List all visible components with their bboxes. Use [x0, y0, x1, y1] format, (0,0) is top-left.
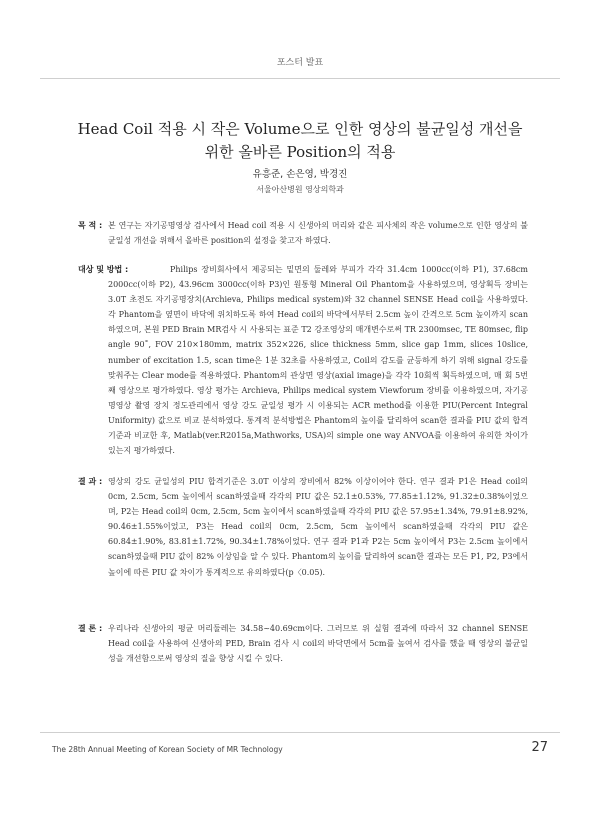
affiliation: 서울아산병원 영상의학과 [256, 185, 344, 194]
purpose-label: 목 적 : [78, 221, 103, 230]
title-line-1: Head Coil 적용 시 작은 Volume으로 인한 영상의 불균일성 개선을 [77, 120, 523, 138]
methods-text: Philips 장비회사에서 제공되는 밑면의 둘레와 부피가 각각 31.4cm 1000cc(이하 P1), 37.68cm 2000cc(이하 P2), 43.96cm 3000cc(이하 P3)인 원통형 Mineral Oil Phantom을 사용하였으며, 영상획득 장비는 3.0T 초전도 자기공명장치(Archieva, Philips medical system)와 32 channel SENSE Head coil을 사용하였다. 각 Phantom을 옆면이 바닥에 위치하도록 하여 Head coil의 바닥에서부터 2.5cm 높이 간격으로 5cm 높이까지 scan하였으며, 본원 PED Brain MR검사 시 사용되는 표준 T2 강조영상의 매개변수로써 TR 2300msec, TE 80msec, flip angle 90˚, FOV 210×180mm, matrix 352×226, slice thickness 5mm, slice gap 1mm, slices 10slice, number of excitation 1.5, scan time은 1분 32초를 사용하였고, Coil의 감도를 균등하게 하기 위해 signal 강도를 맞춰주는 Clear mode를 적용하였다. Phantom의 관상면 영상(axial image)을 각각 10회씩 획득하였으며, 매 회 5번째 영상으로 평가하였다. 영상 평가는 Archieva, Philips medical system Viewforum 장비를 이용하였으며, 자기공명영상 촬영 장치 정도관리에서 영상 강도 균일성 평가 시 이용되는 ACR method를 이용한 PIU(Percent Integral Uniformity) 값으로 비교 분석하였다. 통계적 분석방법은 Phantom의 높이를 달리하여 scan한 결과를 PIU 값의 합격 기준과 비교한 후, Matlab(ver.R2015a,Mathworks, USA)의 simple one way ANVOA를 이용하여 유의한 차이가 있는지 평가하였다. [108, 265, 528, 456]
title-line-2: 위한 올바른 Position의 적용 [204, 143, 396, 161]
page-number: 27 [531, 740, 548, 755]
authors: 유흥준, 손은영, 박경진 [252, 169, 348, 180]
purpose-text: 본 연구는 자기공명영상 검사에서 Head coil 적용 시 신생아의 머리와 같은 피사체의 작은 volume으로 인한 영상의 불균일성 개선을 위해서 올바른 position의 설정을 찾고자 하였다. [108, 221, 528, 246]
conclusion-text: 우리나라 신생아의 평균 머리둘레는 34.58~40.69cm이다. 그러므로 위 실험 결과에 따라서 32 channel SENSE Head coil을 사용하여 신생아의 PED, Brain 검사 시 coil의 바닥면에서 5cm를 높여서 검사를 했을 때 영상의 불균일성을 개선함으로써 영상의 질을 향상 시킬 수 있다. [108, 624, 528, 664]
footer-divider [40, 732, 560, 733]
section-header: 포스터 발표 [276, 58, 324, 68]
footer-meeting: The 28th Annual Meeting of Korean Society of MR Technology [52, 745, 283, 754]
conclusion-section [78, 621, 528, 666]
results-section [78, 474, 528, 580]
paper-title [40, 118, 560, 164]
results-label: 결 과 : [78, 477, 103, 486]
methods-label: 대상 및 방법 : [78, 265, 129, 274]
header-divider [40, 78, 560, 79]
methods-section [78, 262, 528, 458]
results-text: 영상의 강도 균일성의 PIU 합격기준은 3.0T 이상의 장비에서 82% 이상이어야 한다. 연구 결과 P1은 Head coil의 0cm, 2.5cm, 5cm 높이에서 scan하였을때 각각의 PIU 값은 52.1±0.53%, 77.85±1.12%, 91.32±0.38%이었으며, P2는 Head coil의 0cm, 2.5cm, 5cm 높이에서 scan하였을때 각각의 PIU 값은 57.95±1.34%, 79.91±8.92%, 90.46±1.55%이었고, P3는 Head coil의 0cm, 2.5cm, 5cm 높이에서 scan하였을때 각각의 PIU 값은 60.84±1.90%, 83.81±1.72%, 90.34±1.78%이었다. 연구 결과 P1과 P2는 5cm 높이에서 P3는 2.5cm 높이에서 scan하였을때 PIU 값이 82% 이상임을 알 수 있다. Phantom의 높이를 달리하여 scan한 결과는 모든 P1, P2, P3에서 높이에 따른 PIU 값 차이가 통계적으로 유의하였다(p〈0.05). [108, 477, 528, 577]
purpose-section [78, 218, 528, 248]
conclusion-label: 결 론 : [78, 624, 103, 633]
